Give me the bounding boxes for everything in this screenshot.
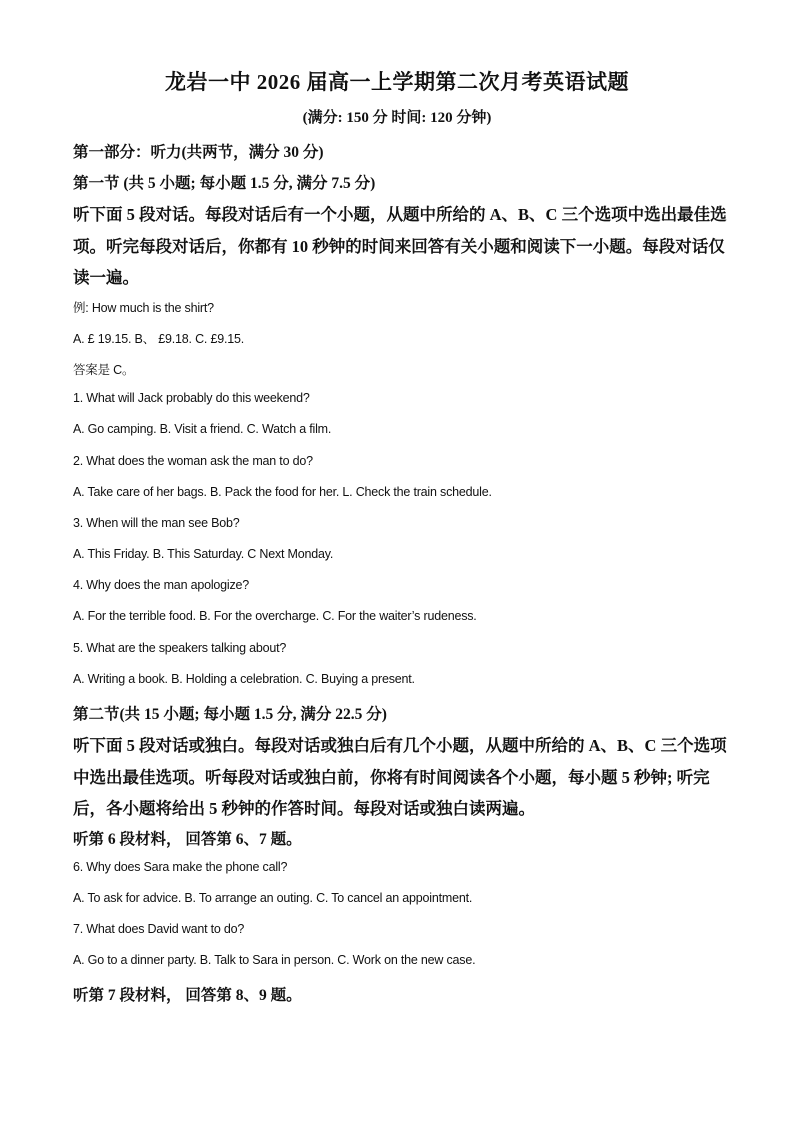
question-stem: 7. What does David want to do? [73,922,245,936]
section2-instruction-line: 听下面 5 段对话或独白。每段对话或独白后有几个小题，从题中所给的 A、B、C 三个选项 [73,736,727,755]
example-question: 例: How much is the shirt? [73,301,214,315]
question-stem: 3. When will the man see Bob? [73,516,240,530]
question-options: A. Take care of her bags. B. Pack the food for her. L. Check the train schedule. [73,485,492,499]
section1-instruction-line: 读一遍。 [73,268,139,287]
question-stem: 1. What will Jack probably do this weekend? [73,391,310,405]
question-options: A. This Friday. B. This Saturday. C Next Monday. [73,547,334,561]
material7-heading: 听第 7 段材料， 回答第 8、9 题。 [73,987,302,1004]
section2-instruction-line: 后，各小题将给出 5 秒钟的作答时间。每段对话或独白读两遍。 [73,799,535,818]
exam-title: 龙岩一中 2026 届高一上学期第二次月考英语试题 [165,70,629,94]
question-stem: 2. What does the woman ask the man to do? [73,454,313,468]
section1-heading: 第一节 (共 5 小题; 每小题 1.5 分, 满分 7.5 分) [73,175,376,192]
exam-subtitle: (满分: 150 分 时间: 120 分钟) [302,110,492,126]
question-stem: 6. Why does Sara make the phone call? [73,860,288,874]
section2-heading: 第二节(共 15 小题; 每小题 1.5 分, 满分 22.5 分) [73,706,387,723]
section1-instruction-line: 项。听完每段对话后，你都有 10 秒钟的时间来回答有关小题和阅读下一小题。每段对话仅 [73,237,725,256]
section1-instruction-line: 听下面 5 段对话。每段对话后有一个小题，从题中所给的 A、B、C 三个选项中选出最佳选 [73,205,727,224]
part1-heading: 第一部分：听力(共两节，满分 30 分) [73,144,324,161]
material6-heading: 听第 6 段材料， 回答第 6、7 题。 [73,831,302,848]
example-answer: 答案是 C。 [73,363,135,377]
example-options: A. £ 19.15. B、 £9.18. C. £9.15. [73,332,244,346]
question-options: A. Go to a dinner party. B. Talk to Sara in person. C. Work on the new case. [73,953,476,967]
question-options: A. To ask for advice. B. To arrange an outing. C. To cancel an appointment. [73,891,473,905]
question-options: A. For the terrible food. B. For the overcharge. C. For the waiter’s rudeness. [73,609,477,623]
question-options: A. Go camping. B. Visit a friend. C. Watch a film. [73,422,332,436]
question-stem: 4. Why does the man apologize? [73,578,250,592]
question-stem: 5. What are the speakers talking about? [73,641,287,655]
question-options: A. Writing a book. B. Holding a celebration. C. Buying a present. [73,672,415,686]
section2-instruction-line: 中选出最佳选项。听每段对话或独白前，你将有时间阅读各个小题，每小题 5 秒钟; 听完 [73,768,710,787]
